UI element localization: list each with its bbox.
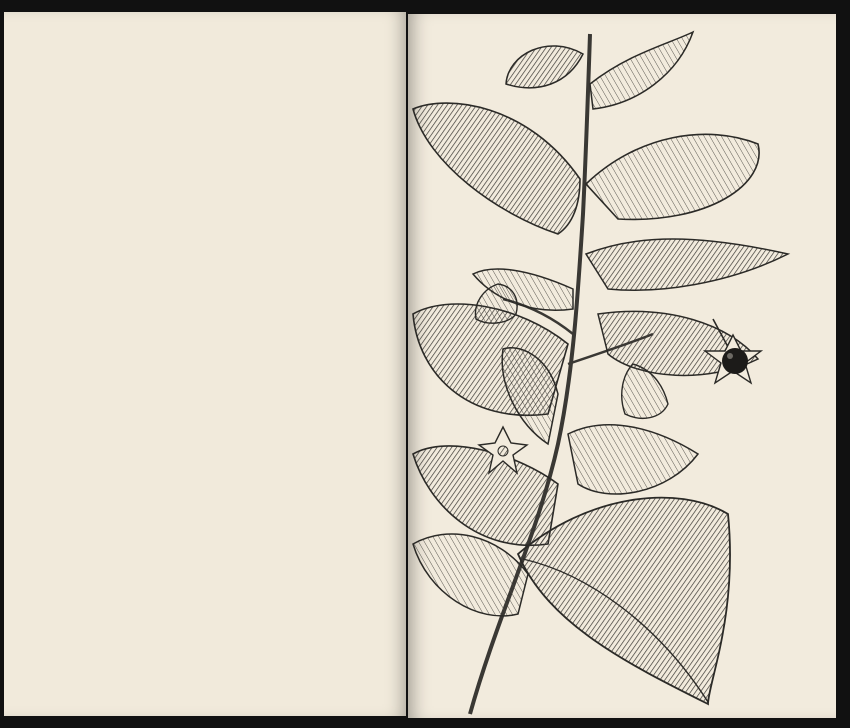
leaf: [413, 534, 528, 616]
belladonna-illustration: [408, 14, 836, 718]
leaf: [590, 32, 693, 109]
leaf: [568, 425, 698, 494]
leaf: [586, 134, 759, 219]
leaf: [413, 103, 580, 234]
leaf: [586, 239, 788, 290]
leaf: [506, 46, 583, 88]
leaf: [413, 446, 558, 545]
left-page: [4, 12, 406, 716]
body-text: [48, 58, 374, 72]
flower-bell: [475, 284, 517, 323]
paragraph-gap: [48, 58, 374, 72]
